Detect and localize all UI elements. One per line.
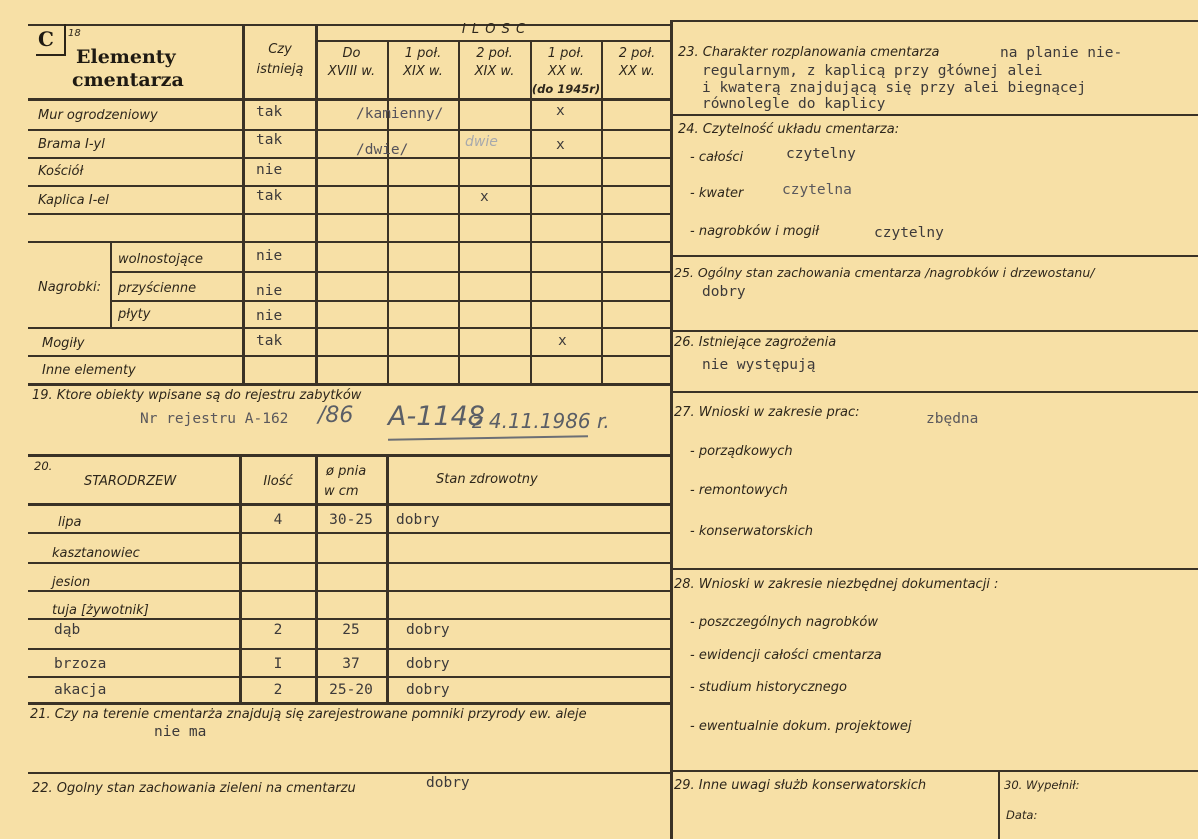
exists-brama: tak xyxy=(256,132,283,148)
rule xyxy=(672,255,1198,257)
section-letter: C xyxy=(38,27,54,51)
tree-row-qty: 2 xyxy=(273,622,283,638)
rule xyxy=(670,20,673,839)
tree-row-name: dąb xyxy=(54,622,81,638)
period-4-line1: 1 poł. xyxy=(547,46,585,61)
q23-line3: i kwaterą znajdującą się przy alei biegnącej xyxy=(702,80,1087,96)
exists-plyty: nie xyxy=(256,308,283,324)
q22-answer: dobry xyxy=(426,775,470,791)
row-label-mur: Mur ogrodzeniowy xyxy=(38,108,158,123)
exists-przyscienne: nie xyxy=(256,283,283,299)
q20-header-state: Stan zdrowotny xyxy=(436,472,538,487)
period-1-line2: XVIII w. xyxy=(327,64,376,79)
q23-line2: regularnym, z kaplicą przy głównej alei xyxy=(702,63,1043,79)
q28-label: 28. Wnioski w zakresie niezbędnej dokumentacji : xyxy=(674,577,999,592)
tree-row-qty: 2 xyxy=(273,682,283,698)
title-line2: cmentarza xyxy=(72,69,184,91)
rule xyxy=(242,24,245,384)
rule xyxy=(316,40,672,42)
ilosc-header: I L O S C xyxy=(461,22,527,37)
q19-hand-underline xyxy=(388,435,588,440)
q29-label: 29. Inne uwagi służb konserwatorskich xyxy=(674,778,927,793)
tree-row-qty: I xyxy=(273,656,283,672)
section-number: 18 xyxy=(68,28,81,39)
q20-header-dia1: ø pnia xyxy=(326,464,367,479)
rule xyxy=(28,648,672,650)
rule xyxy=(28,562,672,564)
tree-row-name: lipa xyxy=(58,515,82,530)
tree-row-state: dobry xyxy=(406,682,450,698)
mark-kaplica: x xyxy=(480,189,489,205)
tree-row-diameter: 25 xyxy=(342,622,360,638)
rule xyxy=(998,770,1000,839)
row-label-inne: Inne elementy xyxy=(42,363,136,378)
q20-header-dia2: w cm xyxy=(324,484,359,499)
mark-mur: x xyxy=(556,103,565,119)
q30-date-label: Data: xyxy=(1006,808,1038,822)
q24-item-calosci: - całości xyxy=(690,150,744,165)
rule xyxy=(28,98,672,101)
q21-answer: nie ma xyxy=(154,724,207,740)
q24-item-nagrobkow: - nagrobków i mogił xyxy=(690,224,820,239)
rule xyxy=(28,532,672,534)
q20-header-qty: Ilość xyxy=(263,474,293,489)
q25-answer: dobry xyxy=(702,284,746,300)
note-brama: /dwie/ xyxy=(356,142,409,158)
tree-row-state: dobry xyxy=(406,656,450,672)
exists-wolnostojace: nie xyxy=(256,248,283,264)
tree-row-diameter: 25-20 xyxy=(329,682,373,698)
tree-row-name: brzoza xyxy=(54,656,107,672)
tree-row-name: tuja [żywotnik] xyxy=(52,603,149,618)
tree-row-diameter: 37 xyxy=(342,656,360,672)
q27-item-porzadkowych: - porządkowych xyxy=(690,444,793,459)
period-1-line1: Do xyxy=(342,46,361,61)
q28-item-1: - poszczególnych nagrobków xyxy=(690,615,878,630)
rule xyxy=(672,330,1198,332)
hand-note-brama: dwie xyxy=(465,134,498,150)
q19-hand-date: z 4.11.1986 r. xyxy=(472,409,610,433)
q24-value-nagrobkow: czytelny xyxy=(874,225,944,241)
exists-kosciol: nie xyxy=(256,162,283,178)
exists-mogily: tak xyxy=(256,333,283,349)
q24-item-kwater: - kwater xyxy=(690,186,744,201)
rule xyxy=(28,213,672,215)
rule xyxy=(672,20,1198,22)
rule xyxy=(28,454,672,457)
exists-mur: tak xyxy=(256,104,283,120)
q24-value-kwater: czytelna xyxy=(782,182,852,198)
q26-answer: nie występują xyxy=(702,357,816,373)
q19-hand-register: A-1148 xyxy=(388,401,485,432)
period-4-line3: (do 1945r) xyxy=(531,82,601,96)
rule xyxy=(672,114,1198,116)
rule xyxy=(672,568,1198,570)
rule xyxy=(28,618,672,620)
q27-answer: zbędna xyxy=(926,411,979,427)
tree-row-qty: 4 xyxy=(273,512,283,528)
q28-item-4: - ewentualnie dokum. projektowej xyxy=(690,719,912,734)
rule xyxy=(28,241,672,243)
q24-label: 24. Czytelność układu cmentarza: xyxy=(678,122,900,137)
period-2-line1: 1 poł. xyxy=(404,46,442,61)
rule xyxy=(386,455,389,703)
rule xyxy=(458,40,460,384)
row-label-mogily: Mogiły xyxy=(42,336,85,351)
rule xyxy=(28,590,672,592)
tree-row-name: akacja xyxy=(54,682,107,698)
rule xyxy=(110,300,672,302)
row-label-kosciol: Kościół xyxy=(38,164,84,179)
rule xyxy=(672,391,1198,393)
row-label-plyty: płyty xyxy=(118,307,151,322)
rule xyxy=(28,157,672,159)
q26-label: 26. Istniejące zagrożenia xyxy=(674,335,837,350)
q19-hand-86: /86 xyxy=(318,403,354,428)
q23-line1: na planie nie- xyxy=(1000,45,1123,61)
row-label-kaplica: Kaplica I-el xyxy=(38,193,109,208)
q23-line4: równolegle do kaplicy xyxy=(702,96,886,112)
q27-item-konserwatorskich: - konserwatorskich xyxy=(690,524,813,539)
rule xyxy=(672,770,1198,772)
rule xyxy=(110,241,112,328)
col-czy-line2: istnieją xyxy=(256,62,304,77)
q25-label: 25. Ogólny stan zachowania cmentarza /nagrobków i drzewostanu/ xyxy=(674,265,1095,280)
period-5-line2: XX w. xyxy=(619,64,655,79)
q21-label: 21. Czy na terenie cmentarża znajdują się zarejestrowane pomniki przyrody ew. aleje xyxy=(30,707,587,722)
q28-item-3: - studium historycznego xyxy=(690,680,847,695)
note-mur: /kamienny/ xyxy=(356,106,444,122)
rule xyxy=(28,676,672,678)
rule xyxy=(110,271,672,273)
tree-row-name: jesion xyxy=(52,575,91,590)
q20-header-name: STARODRZEW xyxy=(84,474,177,489)
rule xyxy=(28,355,672,357)
period-3-line2: XIX w. xyxy=(474,64,515,79)
tree-row-state: dobry xyxy=(396,512,440,528)
q23-label: 23. Charakter rozplanowania cmentarza xyxy=(678,45,940,60)
mark-mogily: x xyxy=(558,333,567,349)
tree-row-diameter: 30-25 xyxy=(329,512,373,528)
rule xyxy=(601,40,603,384)
period-4-line2: XX w. xyxy=(548,64,584,79)
rule xyxy=(28,383,672,386)
nagrobki-label: Nagrobki: xyxy=(38,280,102,295)
period-2-line2: XIX w. xyxy=(403,64,443,79)
q27-label: 27. Wnioski w zakresie prac: xyxy=(674,405,860,420)
q28-item-2: - ewidencji całości cmentarza xyxy=(690,648,882,663)
rule xyxy=(28,185,672,187)
q24-value-calosci: czytelny xyxy=(786,146,856,162)
q19-label: 19. Ktore obiekty wpisane są do rejestru zabytków xyxy=(32,388,362,403)
q22-label: 22. Ogolny stan zachowania zieleni na cmentarzu xyxy=(32,781,356,796)
tree-row-state: dobry xyxy=(406,622,450,638)
exists-kaplica: tak xyxy=(256,188,283,204)
tree-row-name: kasztanowiec xyxy=(52,546,140,561)
rule xyxy=(387,40,389,384)
period-5-line1: 2 poł. xyxy=(618,46,656,61)
period-3-line1: 2 poł. xyxy=(476,46,513,61)
title-line1: Elementy xyxy=(76,46,176,68)
section-letter-box xyxy=(36,24,66,56)
q30-label: 30. Wypełnił: xyxy=(1004,778,1080,792)
q20-number: 20. xyxy=(34,459,53,473)
q27-item-remontowych: - remontowych xyxy=(690,483,788,498)
rule xyxy=(28,772,672,774)
row-label-przyscienne: przyścienne xyxy=(118,281,197,296)
rule xyxy=(28,702,672,705)
mark-brama: x xyxy=(556,137,565,153)
rule xyxy=(28,327,672,329)
rule xyxy=(28,129,672,131)
q19-typed: Nr rejestru A-162 xyxy=(140,411,289,427)
col-czy-line1: Czy xyxy=(268,42,292,57)
row-label-brama: Brama I-yl xyxy=(38,137,105,152)
rule xyxy=(28,503,672,506)
row-label-wolnostojace: wolnostojące xyxy=(118,252,203,267)
